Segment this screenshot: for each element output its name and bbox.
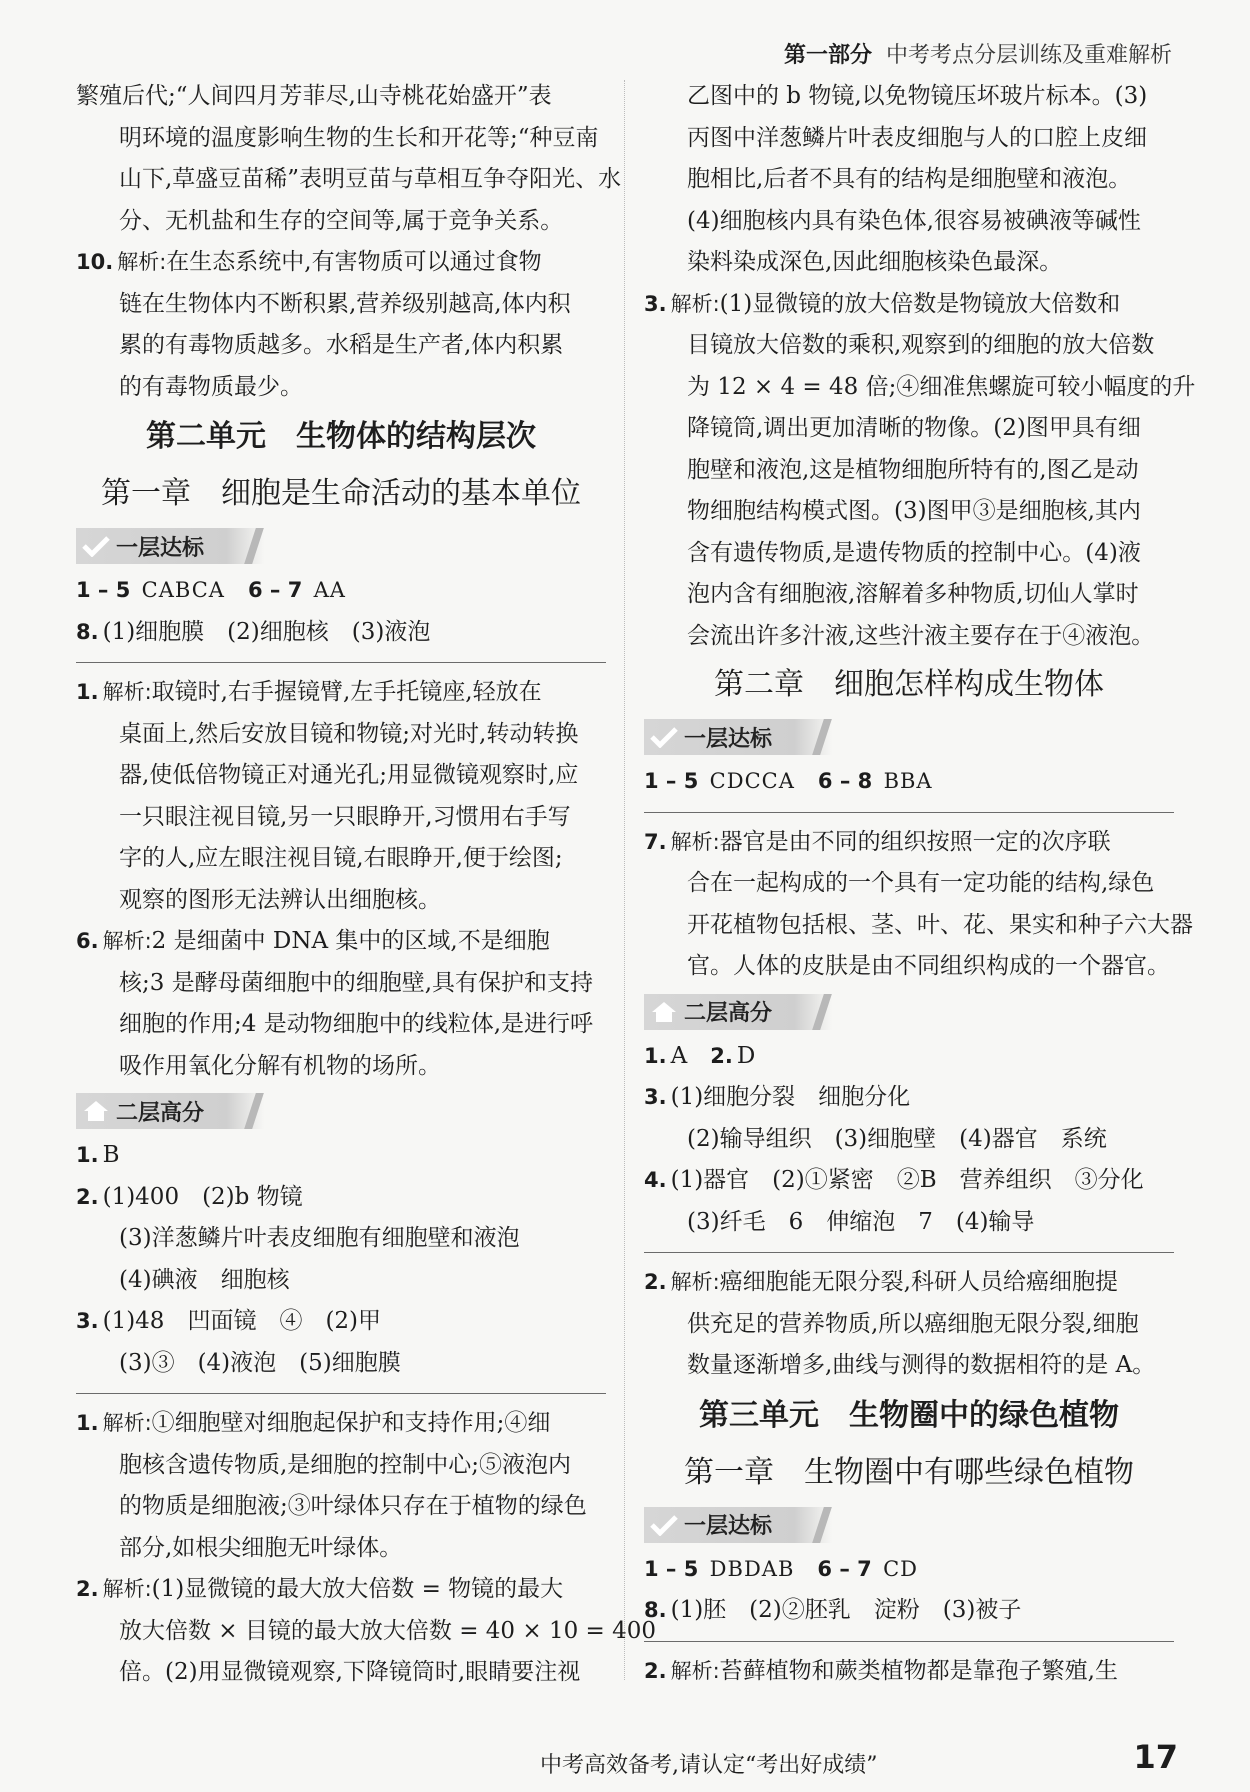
text-line: 核;3 是酵母菌细胞中的细胞壁,具有保护和支持 xyxy=(119,969,594,996)
answer-value: CABCA xyxy=(141,578,225,602)
text-line: 会流出许多汁液,这些汁液主要存在于④液泡。 xyxy=(687,622,1155,649)
text-line: 降镜筒,调出更加清晰的物像。(2)图甲具有细 xyxy=(687,415,1141,441)
question-number: 2. xyxy=(644,1270,667,1294)
divider xyxy=(76,662,606,663)
question-number: 4. xyxy=(644,1168,667,1192)
question-number: 8. xyxy=(76,619,99,644)
analysis-label: 解析: xyxy=(102,1411,152,1435)
analysis-text: 2 是细菌中 DNA 集中的区域,不是细胞 xyxy=(151,928,550,954)
answer-value: AA xyxy=(313,578,346,602)
checkmark-icon xyxy=(76,528,116,564)
question-number: 3. xyxy=(644,1085,667,1109)
analysis-label: 解析: xyxy=(670,1270,720,1294)
question-number: 6. xyxy=(76,929,99,953)
text-line: 吸作用氧化分解有机物的场所。 xyxy=(119,1052,441,1079)
header-desc: 中考考点分层训练及重难解析 xyxy=(885,43,1172,68)
answer-row xyxy=(644,1549,1174,1591)
running-header xyxy=(784,38,1172,69)
text-line: 合在一起构成的一个具有一定功能的结构,绿色 xyxy=(687,870,1155,896)
text-line: (4)碘液 细胞核 xyxy=(119,1266,290,1293)
unit-title: 第二单元 生物体的结构层次 xyxy=(146,419,536,454)
question-number: 1. xyxy=(76,1411,99,1435)
answer-value: (1)400 (2)b 物镜 xyxy=(102,1183,303,1210)
analysis-block xyxy=(76,1569,606,1611)
text-line: (3)纤毛 6 伸缩泡 7 (4)输导 xyxy=(687,1208,1035,1235)
question-number: 3. xyxy=(644,291,667,316)
analysis-label: 解析: xyxy=(117,250,167,274)
text-line: (4)细胞核内具有染色体,很容易被碘液等碱性 xyxy=(687,207,1141,234)
text-line: (3)③ (4)液泡 (5)细胞膜 xyxy=(119,1349,401,1376)
answer-value: D xyxy=(736,1042,756,1069)
header-part: 第一部分 xyxy=(783,43,872,68)
text-line: (3)洋葱鳞片叶表皮细胞有细胞壁和液泡 xyxy=(119,1225,520,1251)
text-line: 字的人,应左眼注视目镜,右眼睁开,便于绘图; xyxy=(119,845,563,871)
answer-row xyxy=(76,1177,606,1219)
question-number: 3. xyxy=(76,1309,99,1333)
answer-value: CD xyxy=(883,1556,918,1581)
text-line: 供充足的营养物质,所以癌细胞无限分裂,细胞 xyxy=(687,1310,1139,1337)
text-line: 为 12 × 4 = 48 倍;④细准焦螺旋可较小幅度的升 xyxy=(687,373,1196,400)
answer-q10 xyxy=(76,242,606,284)
answer-value: (1)胚 (2)②胚乳 淀粉 (3)被子 xyxy=(670,1597,1022,1623)
left-column xyxy=(76,76,657,1694)
question-range: 1 – 5 xyxy=(644,769,699,793)
text-line: 数量逐渐增多,曲线与测得的数据相符的是 A。 xyxy=(687,1352,1156,1378)
text-line: 山下,草盛豆苗稀”表明豆苗与草相互争夺阳光、水 xyxy=(119,166,622,192)
text-line: 目镜放大倍数的乘积,观察到的细胞的放大倍数 xyxy=(687,332,1155,358)
answer-value: (1)细胞分裂 细胞分化 xyxy=(670,1084,911,1110)
tier-badge xyxy=(644,719,832,755)
house-up-icon xyxy=(76,1093,116,1129)
answer-value: B xyxy=(102,1142,120,1168)
text-line: 累的有毒物质越多。水稻是生产者,体内积累 xyxy=(119,332,564,358)
answer-row xyxy=(76,1301,606,1343)
question-number: 2. xyxy=(76,1577,99,1601)
text-line: 桌面上,然后安放目镜和物镜;对光时,转动转换 xyxy=(119,720,579,747)
question-range: 6 – 8 xyxy=(817,769,873,793)
text-line: 胞壁和液泡,这是植物细胞所特有的,图乙是动 xyxy=(687,456,1139,483)
answer-row xyxy=(644,1590,1174,1632)
text-line: (2)输导组织 (3)细胞壁 (4)器官 系统 xyxy=(687,1125,1107,1152)
analysis-block xyxy=(644,822,1174,864)
page-number: 17 xyxy=(1133,1738,1178,1776)
analysis-text: 癌细胞能无限分裂,科研人员给癌细胞提 xyxy=(719,1269,1118,1295)
text-line: 一只眼注视目镜,另一只眼睁开,习惯用右手写 xyxy=(119,803,571,830)
text-line: 部分,如根尖细胞无叶绿体。 xyxy=(119,1534,403,1561)
question-number: 1. xyxy=(76,680,99,704)
tier-badge xyxy=(644,994,832,1030)
tier-badge xyxy=(76,1093,264,1129)
question-range: 6 – 7 xyxy=(817,1556,872,1581)
checkmark-icon xyxy=(644,719,684,755)
chapter-title: 第一章 生物圈中有哪些绿色植物 xyxy=(684,1454,1134,1490)
analysis-label: 解析: xyxy=(102,680,152,704)
analysis-label: 解析: xyxy=(670,291,720,316)
analysis-label: 解析: xyxy=(670,829,720,854)
analysis-block xyxy=(644,1262,1174,1304)
question-number: 1. xyxy=(644,1043,667,1068)
divider xyxy=(644,1641,1174,1642)
divider xyxy=(644,1252,1174,1253)
answer-row xyxy=(644,1036,1174,1078)
divider xyxy=(644,812,1174,813)
tier-label: 二层高分 xyxy=(684,1001,773,1026)
answer-row xyxy=(76,570,606,612)
analysis-text: 取镜时,右手握镜臂,左手托镜座,轻放在 xyxy=(151,679,542,705)
question-range: 1 – 5 xyxy=(76,578,131,602)
tier-badge xyxy=(76,528,264,564)
text-line: 细胞的作用;4 是动物细胞中的线粒体,是进行呼 xyxy=(119,1011,594,1037)
column-divider xyxy=(624,80,625,1680)
answer-value: (1)48 凹面镜 ④ (2)甲 xyxy=(102,1308,382,1334)
divider xyxy=(76,1393,606,1394)
analysis-label: 解析: xyxy=(102,1577,152,1601)
question-number: 2. xyxy=(644,1658,667,1683)
question-number: 10. xyxy=(76,250,114,274)
text-line: 倍。(2)用显微镜观察,下降镜筒时,眼睛要注视 xyxy=(119,1659,581,1685)
question-number: 1. xyxy=(76,1143,99,1167)
answer-value: (1)器官 (2)①紧密 ②B 营养组织 ③分化 xyxy=(670,1167,1144,1193)
analysis-text: (1)显微镜的放大倍数是物镜放大倍数和 xyxy=(719,290,1121,317)
unit-title: 第三单元 生物圈中的绿色植物 xyxy=(699,1397,1119,1433)
text-line: 链在生物体内不断积累,营养级别越高,体内积 xyxy=(119,290,571,317)
question-number: 8. xyxy=(644,1598,667,1622)
answer-row xyxy=(644,761,1174,803)
house-up-icon xyxy=(644,994,684,1030)
answer-value: BBA xyxy=(883,769,933,793)
analysis-text: 器官是由不同的组织按照一定的次序联 xyxy=(719,828,1111,855)
chapter-title: 第二章 细胞怎样构成生物体 xyxy=(714,667,1104,702)
tier-label: 一层达标 xyxy=(116,535,205,561)
text-line: 官。人体的皮肤是由不同组织构成的一个器官。 xyxy=(687,953,1170,979)
analysis-block xyxy=(76,1403,606,1445)
tier-badge xyxy=(644,1507,832,1543)
text-line: 含有遗传物质,是遗传物质的控制中心。(4)液 xyxy=(687,539,1141,566)
text-line: 分、无机盐和生存的空间等,属于竞争关系。 xyxy=(119,207,564,234)
answer-row xyxy=(76,1135,606,1177)
question-number: 7. xyxy=(644,829,667,854)
answer-value: (1)细胞膜 (2)细胞核 (3)液泡 xyxy=(102,618,431,645)
chapter-title: 第一章 细胞是生命活动的基本单位 xyxy=(101,476,581,511)
tier-label: 二层高分 xyxy=(116,1100,205,1126)
text-line: 观察的图形无法辨认出细胞核。 xyxy=(119,886,441,913)
analysis-label: 解析: xyxy=(670,1658,720,1683)
text-line: 开花植物包括根、茎、叶、花、果实和种子六大器 xyxy=(687,911,1193,938)
right-column xyxy=(644,76,1196,1692)
text-line: 繁殖后代;“人间四月芳菲尽,山寺桃花始盛开”表 xyxy=(76,83,552,109)
analysis-label: 解析: xyxy=(102,929,152,953)
analysis-text: (1)显微镜的最大放大倍数 = 物镜的最大 xyxy=(151,1576,564,1602)
text-line: 器,使低倍物镜正对通光孔;用显微镜观察时,应 xyxy=(119,762,579,788)
text-line: 放大倍数 × 目镜的最大放大倍数 = 40 × 10 = 400 xyxy=(119,1617,657,1644)
text-line: 胞相比,后者不具有的结构是细胞壁和液泡。 xyxy=(687,166,1132,192)
analysis-block xyxy=(76,921,606,963)
tier-label: 一层达标 xyxy=(684,726,773,752)
text-line: 乙图中的 b 物镜,以免物镜压坏玻片标本。(3) xyxy=(687,83,1148,109)
text-line: 的有毒物质最少。 xyxy=(119,373,303,400)
text-line: 泡内含有细胞液,溶解着多种物质,切仙人掌时 xyxy=(687,581,1139,607)
answer-row xyxy=(644,1160,1174,1202)
question-number: 2. xyxy=(76,1184,99,1209)
checkmark-icon xyxy=(644,1507,684,1543)
text-line: 明环境的温度影响生物的生长和开花等;“种豆南 xyxy=(119,124,599,151)
analysis-block xyxy=(644,284,1174,326)
answer-value: DBDAB xyxy=(709,1556,795,1581)
question-number: 2. xyxy=(710,1043,733,1068)
answer-value: CDCCA xyxy=(709,769,795,793)
answer-value: A xyxy=(670,1042,688,1069)
text-line: 胞核含遗传物质,是细胞的控制中心;⑤液泡内 xyxy=(119,1451,572,1478)
text-line: 的物质是细胞液;③叶绿体只存在于植物的绿色 xyxy=(119,1493,587,1519)
question-range: 1 – 5 xyxy=(644,1556,699,1581)
analysis-text: 在生态系统中,有害物质可以通过食物 xyxy=(166,249,542,275)
answer-row xyxy=(76,612,606,654)
text-line: 物细胞结构模式图。(3)图甲③是细胞核,其内 xyxy=(687,498,1141,524)
answer-row xyxy=(644,1077,1174,1119)
text-line: 染料染成深色,因此细胞核染色最深。 xyxy=(687,249,1063,275)
analysis-text: 苔藓植物和蕨类植物都是靠孢子繁殖,生 xyxy=(719,1657,1118,1684)
text-line: 丙图中洋葱鳞片叶表皮细胞与人的口腔上皮细 xyxy=(687,124,1147,151)
question-range: 6 – 7 xyxy=(247,578,303,602)
footer-slogan: 中考高效备考,请认定“考出好成绩” xyxy=(540,1753,878,1778)
analysis-block xyxy=(76,672,606,714)
analysis-block xyxy=(644,1651,1174,1693)
tier-label: 一层达标 xyxy=(684,1514,773,1539)
analysis-text: ①细胞壁对细胞起保护和支持作用;④细 xyxy=(151,1410,551,1436)
